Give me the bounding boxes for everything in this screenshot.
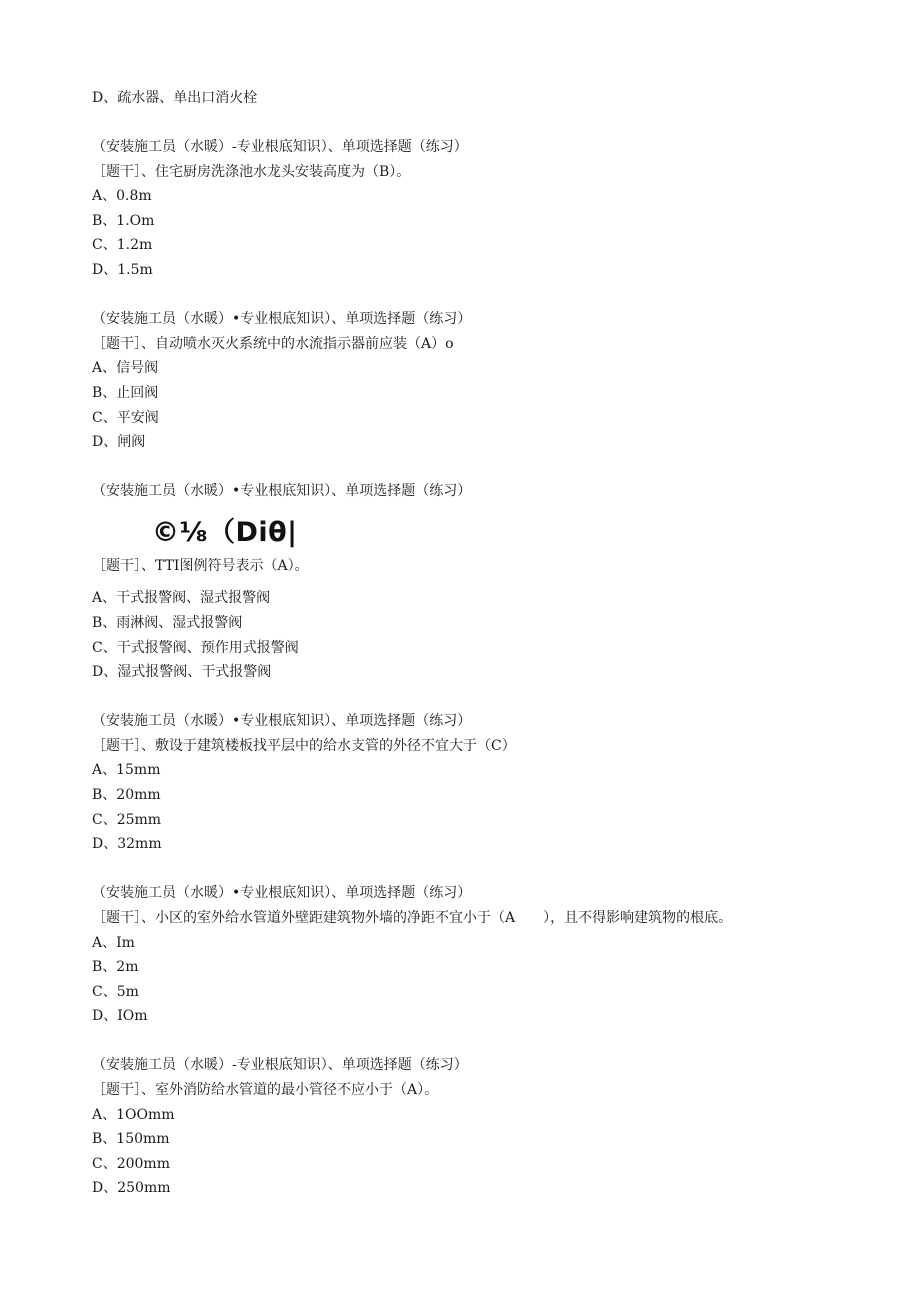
option-a: A、0.8m bbox=[92, 188, 152, 205]
question-block-4 bbox=[92, 709, 892, 857]
option-c: C、200mm bbox=[92, 1155, 170, 1172]
option-a: A、15mm bbox=[92, 762, 161, 779]
question-stem: ［题干］、室外消防给水管道的最小管径不应小于（A）。 bbox=[92, 1082, 439, 1098]
option-b: B、150mm bbox=[92, 1131, 170, 1148]
option-b: B、止回阀 bbox=[92, 384, 159, 401]
question-header: （安装施工员（水暖）•专业根底知识）、单项选择题（练习） bbox=[92, 885, 472, 902]
legend-symbol-figure bbox=[92, 504, 892, 554]
question-block-3 bbox=[92, 479, 892, 685]
option-d-previous-question: D、疏水器、单出口消火栓 bbox=[92, 90, 258, 106]
option-c: C、1.2m bbox=[92, 237, 153, 254]
legend-symbol-text: ©⅛（Diθ| bbox=[152, 516, 298, 548]
question-block-2 bbox=[92, 307, 892, 455]
option-b: B、2m bbox=[92, 959, 139, 976]
option-a: A、1OOmm bbox=[92, 1106, 175, 1123]
option-b: B、雨淋阀、湿式报警阀 bbox=[92, 615, 243, 631]
option-c: C、平安阀 bbox=[92, 409, 159, 426]
option-a: A、Im bbox=[92, 934, 135, 951]
option-d: D、32mm bbox=[92, 836, 162, 853]
question-block-1 bbox=[92, 135, 892, 283]
document-page bbox=[92, 86, 892, 1201]
option-a: A、信号阀 bbox=[92, 360, 159, 377]
question-stem: ［题干］、住宅厨房洗涤池水龙头安装高度为（B）。 bbox=[92, 163, 411, 180]
question-block-5 bbox=[92, 881, 892, 1029]
question-stem: ［题干］、小区的室外给水管道外壁距建筑物外墙的净距不宜小于（A ），且不得影响建筑物的根底。 bbox=[92, 909, 733, 926]
question-stem: ［题干］、敷设于建筑楼板找平层中的给水支管的外径不宜大于（C） bbox=[92, 737, 516, 754]
question-header: （安装施工员（水暖）•专业根底知识）、单项选择题（练习） bbox=[92, 713, 472, 730]
option-a: A、干式报警阀、湿式报警阀 bbox=[92, 590, 271, 607]
option-c: C、5m bbox=[92, 983, 139, 1000]
question-block-6 bbox=[92, 1053, 892, 1201]
option-d: D、1.5m bbox=[92, 262, 153, 279]
option-d: D、250mm bbox=[92, 1180, 171, 1197]
option-d: D、IOm bbox=[92, 1008, 148, 1025]
option-c: C、25mm bbox=[92, 811, 162, 828]
option-d: D、闸阀 bbox=[92, 434, 146, 451]
question-stem: ［题干］、自动喷水灭火系统中的水流指示器前应装（A）o bbox=[92, 335, 454, 352]
option-c: C、干式报警阀、预作用式报警阀 bbox=[92, 639, 299, 656]
question-header: （安装施工员（水暖）-专业根底知识）、单项选择题（练习） bbox=[92, 1057, 468, 1074]
option-b: B、20mm bbox=[92, 787, 161, 804]
question-header: （安装施工员（水暖）•专业根底知识）、单项选择题（练习） bbox=[92, 483, 472, 500]
question-header: （安装施工员（水暖）•专业根底知识）、单项选择题（练习） bbox=[92, 311, 472, 328]
question-stem: ［题干］、TTI图例符号表示（A）。 bbox=[92, 557, 309, 574]
option-d: D、湿式报警阀、干式报警阀 bbox=[92, 664, 272, 681]
question-header: （安装施工员（水暖）-专业根底知识）、单项选择题（练习） bbox=[92, 139, 468, 156]
option-b: B、1.Om bbox=[92, 212, 155, 229]
